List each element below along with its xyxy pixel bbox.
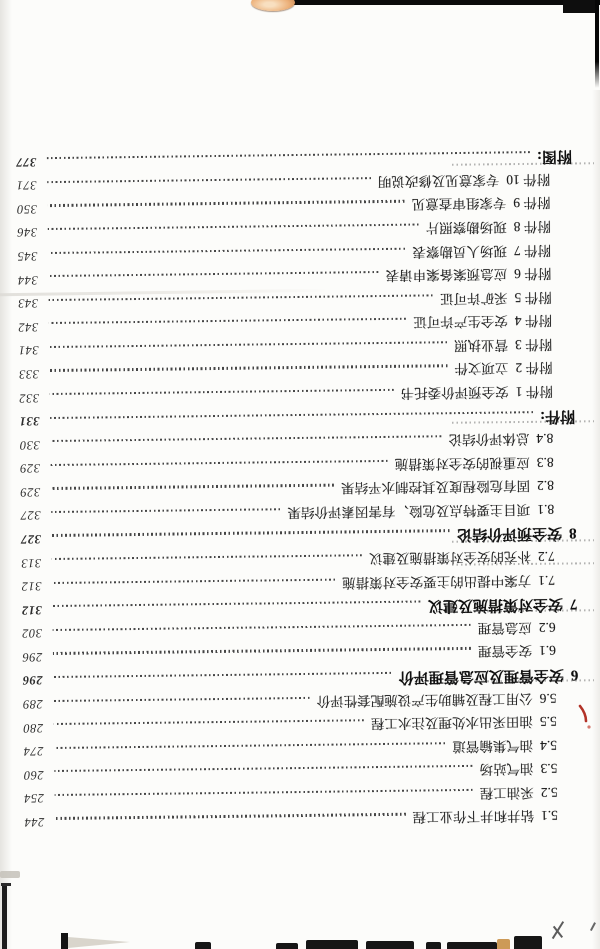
toc-entry-title: 应急预案备案申请表: [385, 266, 508, 284]
dotted-leader: [53, 672, 391, 678]
toc-page-number: 302: [21, 626, 43, 641]
dotted-leader: [54, 696, 310, 701]
toc-entry-title: 方案中提出的主要安全对策措施: [342, 572, 532, 591]
dotted-leader: [48, 271, 378, 277]
toc-page-number: 345: [17, 249, 38, 264]
toc-entry-number: 附件 2: [515, 360, 553, 376]
dotted-leader: [55, 813, 406, 819]
cutoff-character-fragment: [447, 942, 497, 949]
toc-entry-number: 5.6: [539, 690, 557, 706]
toc-entry-title: 安全预评价结论: [456, 525, 563, 543]
dotted-leader: [54, 719, 364, 725]
dotted-leader: [49, 294, 433, 301]
dotted-leader: [50, 389, 394, 395]
cutoff-character-stroke: [1, 883, 11, 886]
toc-page-number: 330: [19, 437, 40, 453]
toc-page-number: 254: [23, 791, 45, 806]
cutoff-character-stroke: [2, 884, 7, 949]
toc-entry-title: 总体评价结论: [448, 431, 530, 448]
dotted-leader: [48, 223, 419, 230]
dotted-leader: [51, 460, 388, 466]
toc-page-number: 333: [18, 367, 39, 382]
dotted-leader: [55, 789, 473, 796]
dotted-leader: [47, 151, 530, 159]
toc-entry-title: 油气站场: [479, 761, 534, 778]
toc-entry-number: 8.3: [536, 454, 554, 470]
scan-smudge: [0, 871, 20, 878]
toc-list-rotated-180: [16, 147, 584, 838]
toc-page-number: 312: [21, 579, 42, 594]
toc-entry-title: 应急管理: [477, 619, 532, 636]
toc-entry-title: 油气集输管道: [452, 737, 534, 754]
toc-page-number: 289: [22, 697, 43, 712]
dotted-leader: [54, 742, 445, 749]
toc-entry-title: 应重视的安全对策措施: [394, 454, 530, 472]
toc-page-number: 244: [23, 815, 45, 830]
toc-entry-number: 6.1: [538, 643, 557, 659]
toc-page-number: 331: [19, 414, 40, 429]
toc-entry-number: 附件 1: [515, 383, 553, 400]
dotted-leader: [49, 341, 447, 348]
cutoff-character-fragment: [426, 942, 441, 949]
toc-entry-title: 附图:: [536, 147, 573, 165]
dotted-leader: [52, 554, 362, 560]
toc-page-number: 329: [19, 485, 41, 500]
toc-page-number: 327: [20, 532, 41, 547]
toc-entry-number: 7.2: [537, 548, 555, 565]
toc-entry-number: 6: [570, 666, 579, 683]
toc-entry-number: 8.1: [537, 501, 555, 518]
cutoff-character-fragment: [195, 942, 211, 949]
toc-entry-number: 附件 9: [513, 195, 551, 211]
dotted-leader: [53, 624, 471, 631]
toc-entry-title: 专家组审查意见: [411, 195, 507, 213]
dotted-leader: [49, 365, 447, 372]
toc-entry-number: 附件 4: [514, 313, 553, 329]
toc-entry-number: 5.1: [541, 808, 559, 824]
toc-page-number: 377: [15, 154, 37, 170]
toc-entry-number: 附件 3: [515, 336, 553, 353]
toc-entry-title: 现场勘察照片: [425, 219, 507, 236]
toc-page-number: 280: [22, 720, 44, 736]
toc-entry-title: 立项文件: [454, 360, 509, 377]
fingertip-artifact: [251, 0, 295, 11]
toc-entry-number: 5.3: [540, 761, 558, 777]
cutoff-character-fragment: [306, 940, 358, 949]
toc-entry-number: 6.2: [538, 619, 556, 635]
toc-entry-number: 附件 8: [513, 218, 551, 235]
toc-entry-title: 安全管理: [477, 643, 533, 660]
dotted-leader: [52, 530, 450, 537]
toc-entry-title: 油田采出水处理及注水工程: [370, 714, 534, 732]
toc-entry-title: 安全生产许可证: [413, 313, 508, 330]
dotted-leader: [47, 200, 404, 207]
toc-entry-number: 8.4: [536, 431, 554, 447]
page-edge-shadow-left: [0, 0, 12, 949]
toc-page-number: 274: [23, 744, 44, 759]
dotted-leader: [50, 435, 441, 442]
toc-entry-number: 附件 5: [514, 289, 552, 306]
dotted-leader: [49, 318, 406, 325]
red-pen-mark: [576, 704, 598, 734]
toc-page-number: 371: [16, 178, 37, 193]
dotted-leader: [52, 601, 420, 608]
cutoff-character-fragment: [68, 937, 130, 948]
toc-entry-number: 5.4: [540, 737, 558, 753]
cutoff-character-fragment: [276, 943, 298, 949]
toc-entry-number: 8.2: [536, 478, 555, 494]
toc-page-number: 312: [21, 602, 42, 618]
dotted-leader: [51, 484, 334, 490]
toc-entry-title: 钻井和井下作业工程: [412, 808, 535, 826]
toc-entry-number: 7.1: [538, 572, 556, 588]
toc-page-number: 342: [17, 319, 39, 335]
toc-entry-title: 公用工程及辅助生产设施配套性评价: [316, 690, 533, 709]
toc-page-number: 341: [18, 343, 39, 358]
cutoff-character-fragment: [497, 939, 510, 949]
cutoff-character-stroke: [61, 933, 68, 949]
toc-entry-title: 安全预评价委托书: [400, 384, 509, 401]
toc-page-number: 260: [23, 767, 44, 783]
toc-page-number: 344: [17, 272, 38, 288]
toc-entry-title: 项目主要特点及危险、有害因素评价结果: [287, 502, 531, 521]
toc-entry-title: 安全对策措施及建议: [427, 596, 563, 614]
toc-entry-title: 固有危险程度及其控制水平结果: [340, 478, 531, 496]
toc-entry-title: 采油工程: [479, 785, 534, 801]
toc-entry-number: 附件 10: [506, 171, 551, 188]
toc-page-number: 296: [22, 673, 43, 688]
toc-entry-number: 5.2: [540, 784, 558, 800]
toc-page-number: 346: [16, 225, 38, 240]
toc-entry-title: 附件:: [539, 407, 576, 424]
toc-entry-title: 安全管理及应急管理评价: [398, 666, 564, 685]
toc-entry-title: 补充的安全对策措施及建议: [368, 549, 532, 567]
dotted-leader: [50, 411, 533, 419]
toc-page-number: 296: [21, 650, 43, 665]
dotted-leader: [51, 508, 280, 513]
toc-entry-title: 专家意见及修改说明: [377, 172, 500, 189]
scanner-edge-bar-step: [563, 0, 597, 13]
page-edge-shadow-right: [592, 90, 600, 949]
toc-entry-number: 8: [568, 525, 577, 542]
dotted-leader: [54, 765, 472, 772]
dotted-leader: [47, 177, 371, 183]
toc-page-number: 327: [20, 508, 41, 523]
toc-entry-number: 附件 7: [513, 242, 552, 258]
toc-entry-number: 7: [569, 595, 578, 612]
toc-entry-number: 附件 6: [514, 266, 552, 282]
dotted-leader: [52, 578, 335, 584]
cutoff-character-fragment: [514, 936, 542, 949]
toc-entry-title: 采矿许可证: [439, 290, 508, 306]
toc-page-number: 343: [17, 296, 39, 311]
cutoff-character-fragment: [366, 941, 414, 949]
scanner-edge-line-right: [595, 0, 599, 88]
handwritten-x-mark: [548, 920, 568, 940]
toc-page-number: 332: [18, 390, 40, 405]
toc-entry-title: 现场人员勘察表: [412, 243, 508, 260]
toc-page-number: 313: [20, 555, 42, 570]
toc-page-number: 329: [19, 461, 41, 476]
toc-page-number: 350: [16, 202, 37, 217]
scanner-edge-bar: [262, 0, 600, 5]
dotted-leader: [53, 647, 471, 654]
toc-entry-number: 5.5: [539, 713, 557, 730]
dotted-leader: [48, 247, 405, 254]
toc-entry-title: 营业执照: [454, 337, 509, 353]
